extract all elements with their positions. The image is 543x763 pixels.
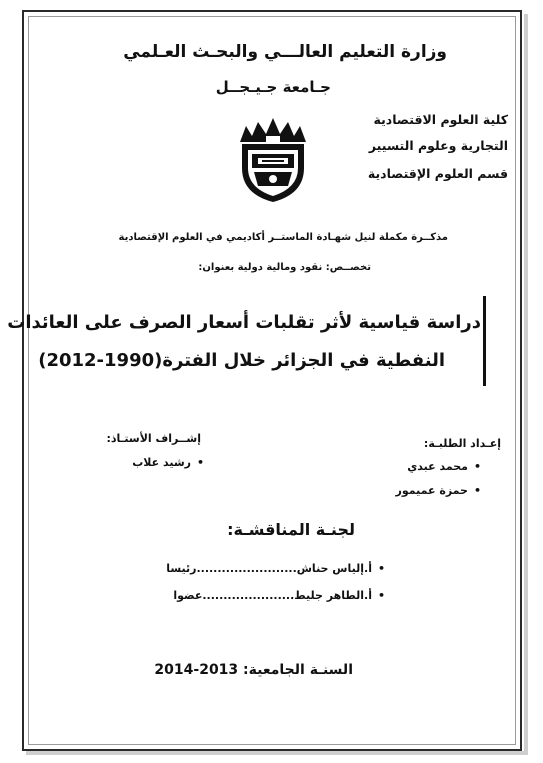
faculty-line-2: التجارية وعلوم التسيير xyxy=(368,138,508,153)
specialty-line: تخصــص: نقود ومالية دولية بعنوان: xyxy=(198,262,371,273)
committee-member xyxy=(166,562,385,575)
supervisor-name xyxy=(132,456,204,469)
university-name: جـامعة جـيـجــل xyxy=(215,78,331,96)
students-label: إعـداد الطلبـة: xyxy=(423,437,501,450)
title-frame xyxy=(40,296,486,386)
student-item xyxy=(407,460,481,473)
page-shadow-bottom xyxy=(26,751,526,755)
department-name: قسم العلوم الإقتصادية xyxy=(367,166,508,181)
ministry-name: وزارة التعليم العالـــي والبحـث العـلمي xyxy=(123,42,447,62)
bullet-icon: • xyxy=(473,460,481,473)
bullet-icon: • xyxy=(377,589,385,602)
student-item xyxy=(396,484,481,497)
committee-member-text: أ.الطاهر جليط......................عضوا xyxy=(173,589,372,602)
student-name: حمزة عميمور xyxy=(395,484,468,497)
faculty-line-1: كلية العلوم الاقتصادية xyxy=(373,112,508,127)
bullet-icon: • xyxy=(473,484,481,497)
page-shadow-right xyxy=(524,14,528,755)
bullet-icon: • xyxy=(377,562,385,575)
supervisor-name-text: رشيد علاب xyxy=(132,456,191,469)
bullet-icon: • xyxy=(196,456,204,469)
academic-year: السنـة الجامعية: 2013-2014 xyxy=(154,662,353,678)
committee-title: لجنـة المناقشـة: xyxy=(227,520,355,539)
committee-member-text: أ.إلياس حناش........................رئيسا xyxy=(166,562,372,575)
supervisor-label: إشــراف الأستـاذ: xyxy=(106,432,201,445)
committee-member xyxy=(173,589,385,602)
thesis-title-line-2: النفطية في الجزائر خلال الفترة(1990-2012) xyxy=(38,350,445,371)
student-name: محمد عبدي xyxy=(407,460,468,473)
thesis-title-line-1: دراسة قياسية لأثر تقلبات أسعار الصرف على العائدات xyxy=(7,312,481,333)
university-emblem-icon xyxy=(236,112,310,204)
memo-description: مذكــرة مكملة لنيل شهـادة الماستــر أكاديمي في العلوم الإقتصادية xyxy=(118,232,448,243)
